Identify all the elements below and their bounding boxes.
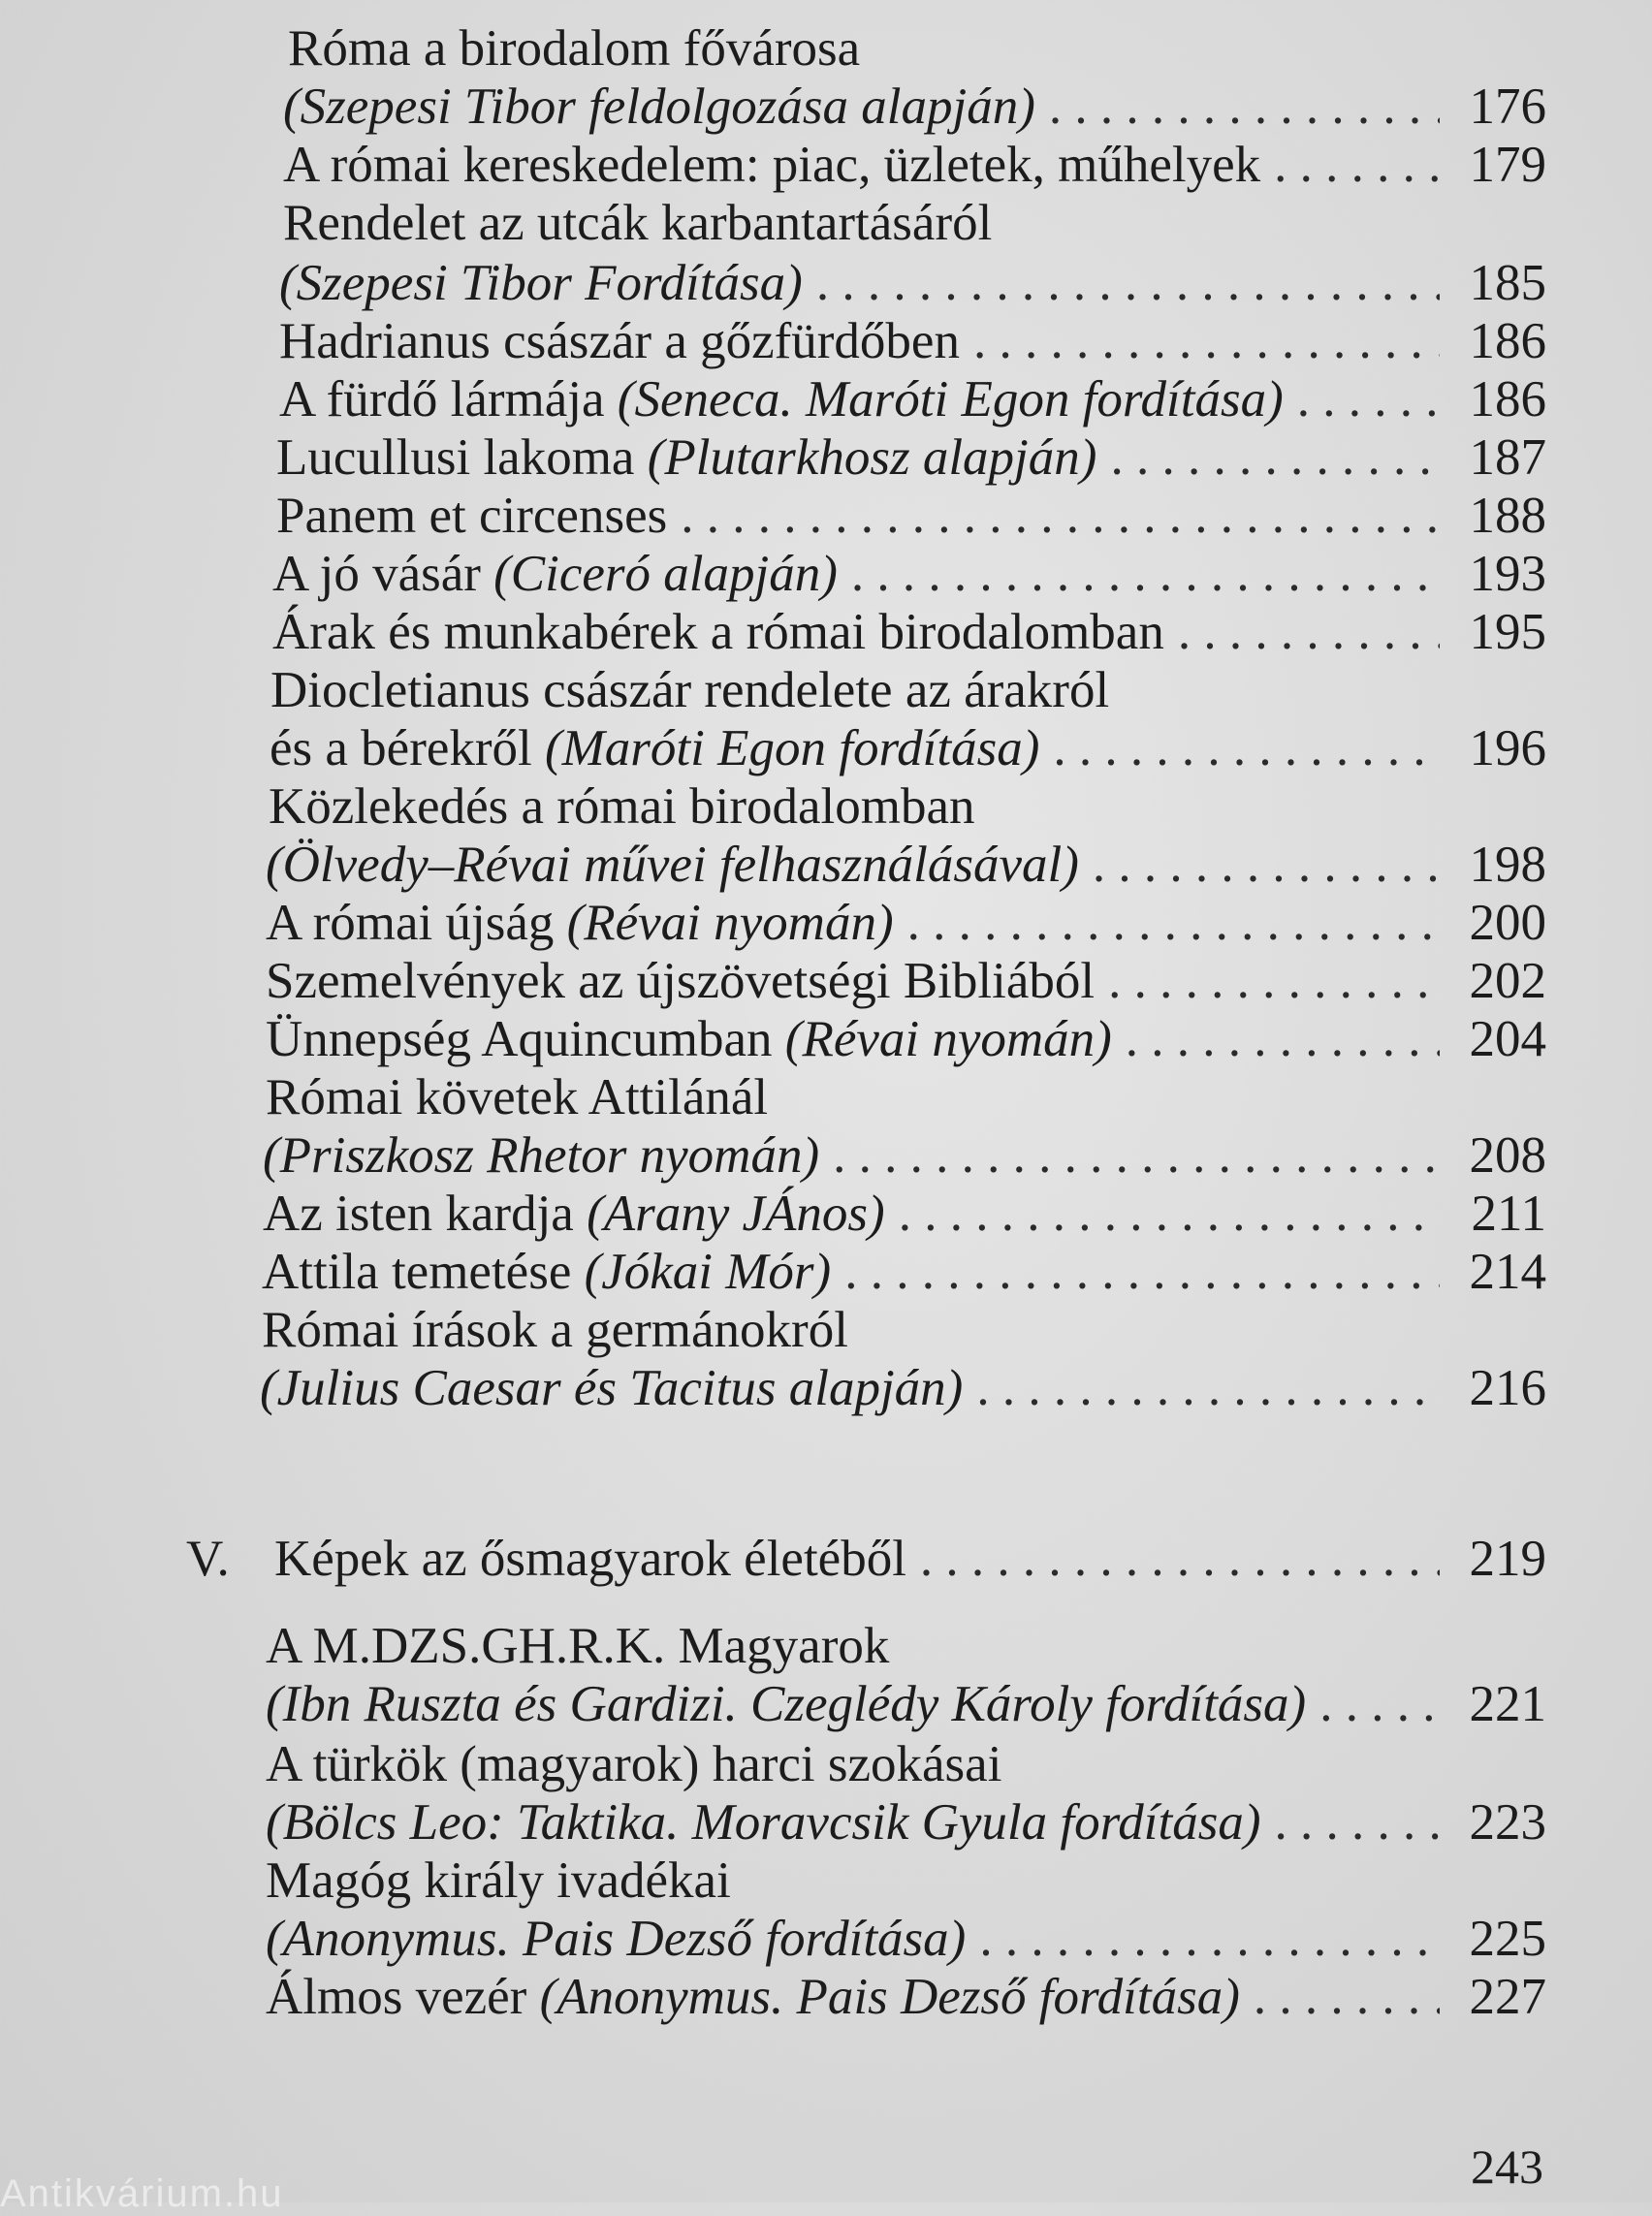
entry-text [279,254,803,312]
entry-title: A türkök (magyarok) harci szokásai [266,1736,1002,1792]
toc-entry [272,545,1546,603]
entry-title: Attila temetése [262,1244,585,1300]
toc-entry [279,312,1546,370]
entry-title: és a bérekről [270,720,545,776]
entry-title: Magóg király ivadékai [266,1852,731,1909]
entry-text [263,1185,885,1243]
entry-source: (Szepesi Tibor feldolgozása alapján) [283,79,1035,135]
toc-entry [283,136,1546,194]
dot-leader [973,312,1440,370]
entry-page-number: 214 [1469,1244,1546,1300]
entry-text [272,603,1164,661]
toc-entry [269,777,1546,836]
entry-page-number: 179 [1469,137,1546,193]
dot-leader [1126,1010,1440,1068]
entry-text [266,1735,1001,1793]
toc-entry [266,952,1546,1010]
dot-leader [979,1910,1440,1968]
entry-text [279,370,1284,428]
toc-entry [266,1675,1546,1733]
entry-page-number: 211 [1471,1186,1546,1242]
entry-title: Az isten kardja [263,1186,588,1242]
entry-title: Római követek Attilánál [266,1069,769,1125]
entry-page-number: 227 [1469,1969,1546,2025]
toc-entry [266,836,1546,894]
entry-text [279,312,960,370]
dot-leader [1297,370,1440,428]
entry-title: Római írások a germánokról [262,1302,848,1358]
entry-text [276,487,667,545]
entry-text [269,777,975,836]
toc-entry [270,719,1546,777]
entry-page-number: 223 [1469,1794,1546,1851]
dot-leader [1093,836,1440,894]
dot-leader [1319,1675,1440,1733]
entry-text [260,1359,963,1417]
entry-source: (Bölcs Leo: Taktika. Moravcsik Gyula fordítása) [266,1794,1261,1851]
dot-leader [920,1530,1440,1588]
entry-title: Árak és munkabérek a római birodalomban [272,604,1164,660]
entry-page-number: 225 [1469,1911,1546,1967]
dot-leader [681,487,1440,545]
chapter-heading [274,1530,1546,1588]
dot-leader [1254,1968,1440,2026]
toc-entry [283,78,1546,136]
entry-text [263,1126,819,1185]
entry-text [266,1675,1306,1733]
entry-text [266,1010,1112,1068]
entry-page-number: 198 [1469,837,1546,893]
entry-source: (Arany JÁnos) [587,1186,885,1242]
entry-text [262,1301,848,1359]
entry-page-number: 188 [1469,488,1546,544]
entry-page-number: 185 [1469,255,1546,311]
entry-title: A római újság [266,895,567,951]
entry-source: (Anonymus. Pais Dezső fordítása) [266,1911,967,1967]
entry-page-number: 221 [1469,1676,1546,1732]
entry-page-number: 193 [1469,546,1546,602]
entry-source: (Szepesi Tibor Fordítása) [279,255,803,311]
entry-text [266,1968,1240,2026]
entry-title: Diocletianus császár rendelete az árakról [270,662,1110,718]
dot-leader [1108,952,1440,1010]
toc-entry [266,1010,1546,1068]
dot-leader [976,1359,1440,1417]
page-folio: 243 [1471,2139,1543,2194]
entry-source: (Révai nyomán) [784,1011,1112,1067]
entry-text [283,78,1035,136]
dot-leader [1274,136,1440,194]
entry-text [266,1793,1261,1852]
entry-title: Álmos vezér [266,1969,540,2025]
toc-entry [279,370,1546,428]
toc-entry [283,194,1546,252]
dot-leader [1049,78,1440,136]
toc-entry [266,1910,1546,1968]
entry-page-number: 204 [1469,1011,1546,1067]
dot-leader [833,1126,1440,1185]
entry-source: (Révai nyomán) [566,895,894,951]
entry-source: (Ölvedy–Révai művei felhasználásával) [266,837,1079,893]
entry-text [266,1852,731,1910]
entry-text [272,545,838,603]
dot-leader [851,545,1440,603]
toc-entry [263,1185,1546,1243]
entry-title: Róma a birodalom fővárosa [288,20,861,77]
dot-leader [844,1243,1440,1301]
chapter-page-number: 219 [1469,1531,1546,1587]
entry-page-number: 208 [1469,1127,1546,1184]
entry-page-number: 187 [1469,429,1546,486]
toc-entry [266,1068,1546,1126]
toc-entry [262,1243,1546,1301]
entry-text [270,719,1039,777]
entry-text [266,1617,889,1675]
toc-entry [262,1301,1546,1359]
entry-title: Ünnepség Aquincumban [266,1011,785,1067]
entry-source: (Maróti Egon fordítása) [545,720,1040,776]
entry-title: A jó vásár [272,546,494,602]
toc-entry [266,1968,1546,2026]
entry-page-number: 200 [1469,895,1546,951]
entry-title: Rendelet az utcák karbantartásáról [283,195,993,251]
entry-text [276,428,1096,487]
toc-entry [266,1852,1546,1910]
dot-leader [899,1185,1440,1243]
entry-text [266,836,1079,894]
toc-entry [263,1126,1546,1185]
toc-entry [272,603,1546,661]
toc-entry [266,894,1546,952]
toc-entry [288,19,1546,78]
entry-source: (Ciceró alapján) [493,546,838,602]
entry-title: Panem et circenses [276,488,668,544]
entry-text [283,136,1260,194]
dot-leader [907,894,1440,952]
entry-title: Közlekedés a római birodalomban [269,778,975,835]
entry-text [266,1068,768,1126]
entry-source: (Ibn Ruszta és Gardizi. Czeglédy Károly fordítása) [266,1676,1307,1732]
entry-text [262,1243,831,1301]
toc-entry [276,428,1546,487]
entry-text [283,194,992,252]
entry-page-number: 186 [1469,313,1546,369]
entry-title: Hadrianus császár a gőzfürdőben [279,313,960,369]
dot-leader [1053,719,1440,777]
entry-title: Szemelvények az újszövetségi Bibliából [266,953,1096,1009]
dot-leader [816,254,1440,312]
entry-page-number: 216 [1469,1360,1546,1416]
entry-source: (Julius Caesar és Tacitus alapján) [260,1360,964,1416]
entry-source: (Priszkosz Rhetor nyomán) [263,1127,820,1184]
entry-text [270,661,1109,719]
entry-page-number: 202 [1469,953,1546,1009]
toc-entry [260,1359,1546,1417]
entry-page-number: 176 [1469,79,1546,135]
entry-text [266,1910,966,1968]
toc-entry [266,1793,1546,1852]
chapter-title: Képek az ősmagyarok életéből [274,1531,906,1587]
toc-entry [266,1735,1546,1793]
entry-source: (Plutarkhosz alapján) [647,429,1097,486]
toc-entry [266,1617,1546,1675]
toc-entry [279,254,1546,312]
entry-page-number: 195 [1469,604,1546,660]
dot-leader [1178,603,1440,661]
toc-entry [270,661,1546,719]
entry-page-number: 196 [1469,720,1546,776]
entry-text [266,894,894,952]
entry-text [266,952,1095,1010]
dot-leader [1275,1793,1441,1852]
entry-title: Lucullusi lakoma [276,429,648,486]
toc-entry [276,487,1546,545]
entry-title: A M.DZS.GH.R.K. Magyarok [266,1618,890,1674]
chapter-number: V. [186,1531,230,1587]
entry-page-number: 186 [1469,371,1546,427]
entry-source: (Jókai Mór) [584,1244,832,1300]
watermark-logo: Antikvárium.hu [0,2172,284,2215]
entry-title: A római kereskedelem: piac, üzletek, műhelyek [283,137,1261,193]
dot-leader [1110,428,1440,487]
entry-text [288,19,860,78]
entry-source: (Seneca. Maróti Egon fordítása) [617,371,1284,427]
entry-title: A fürdő lármája [279,371,618,427]
entry-source: (Anonymus. Pais Dezső fordítása) [539,1969,1240,2025]
